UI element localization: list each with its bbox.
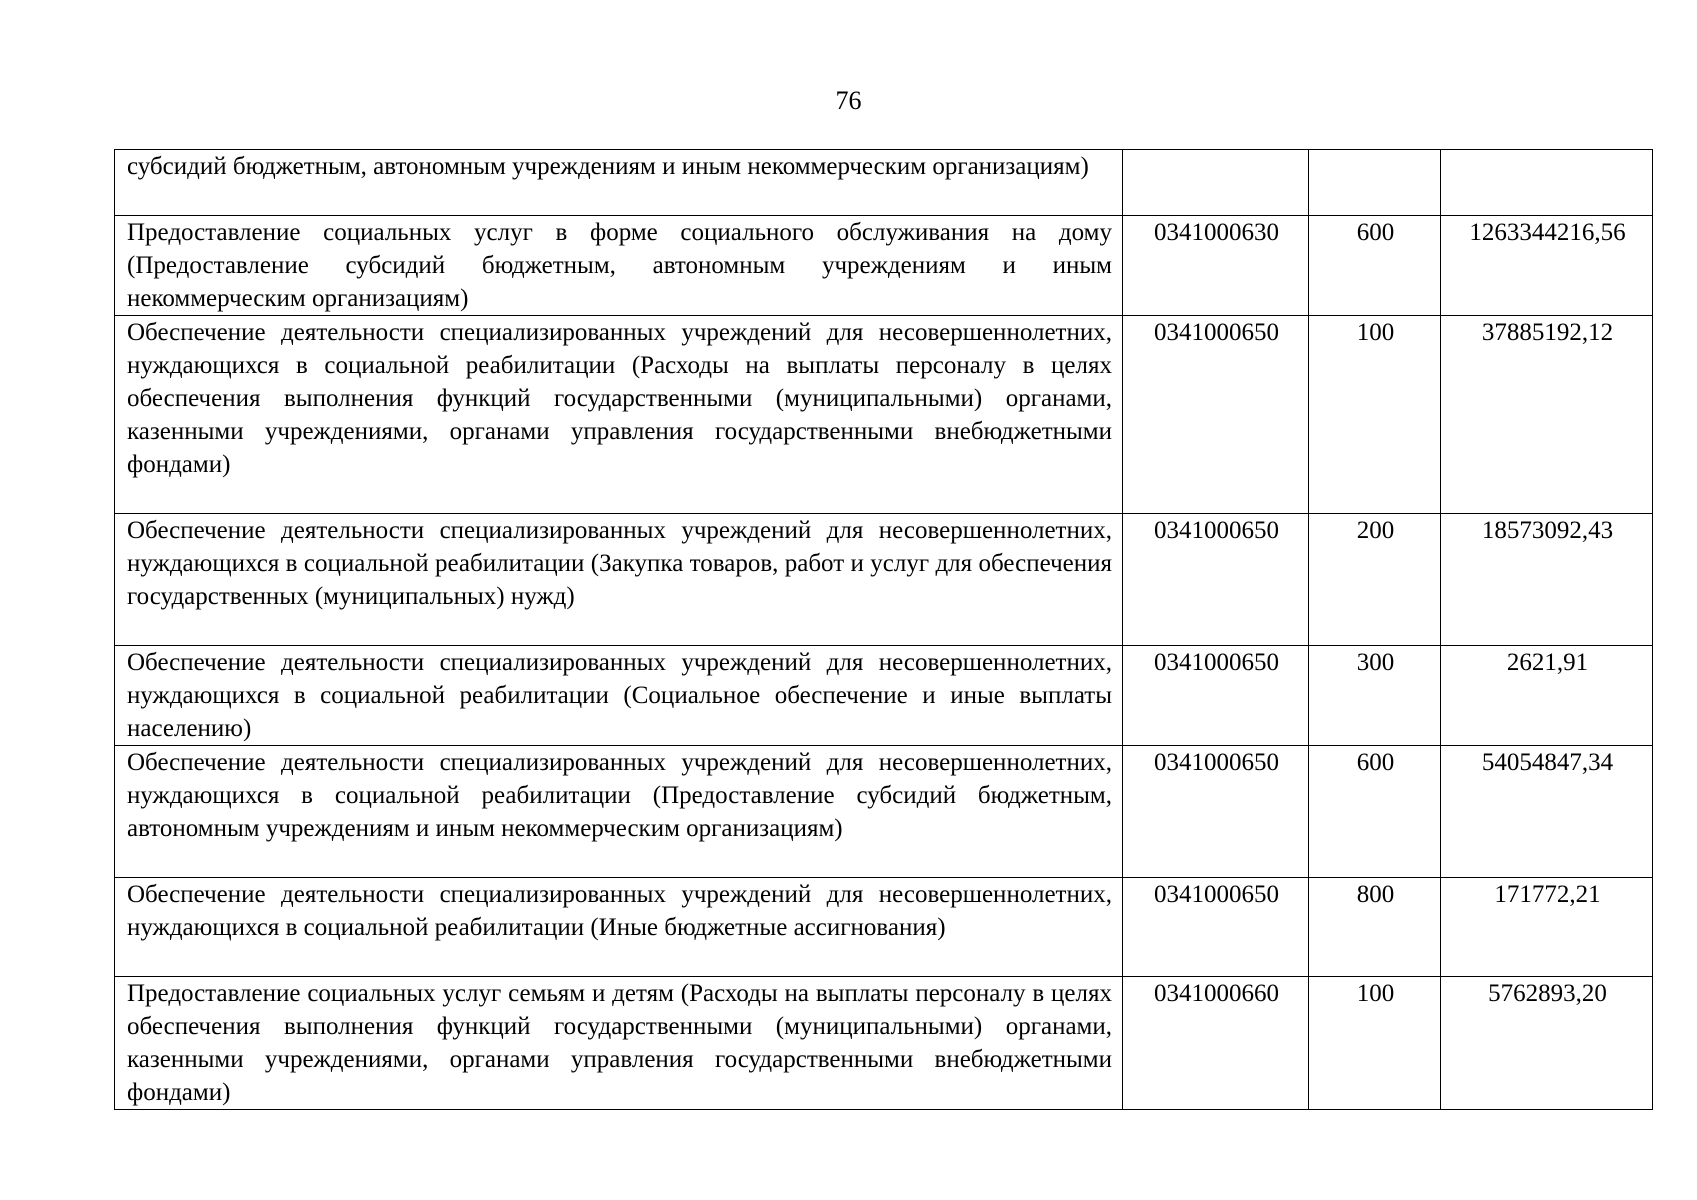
row-expense-type: 600	[1309, 216, 1441, 316]
row-description: Обеспечение деятельности специализированных учреждений для несовершеннолетних, нуждающихся в социальной реабилитации (Предоставление субсидий бюджетным, автономным учреждениям и иным некоммерческим организациям)	[115, 746, 1123, 878]
row-amount: 171772,21	[1441, 878, 1653, 977]
row-description: Обеспечение деятельности специализированных учреждений для несовершеннолетних, нуждающихся в социальной реабилитации (Закупка товаров, работ и услуг для обеспечения государственных (муниципальных) нужд)	[115, 514, 1123, 646]
table-row	[115, 977, 1653, 1110]
row-amount: 5762893,20	[1441, 977, 1653, 1110]
row-amount: 1263344216,56	[1441, 216, 1653, 316]
row-amount	[1441, 150, 1653, 216]
row-amount: 18573092,43	[1441, 514, 1653, 646]
row-description: Обеспечение деятельности специализированных учреждений для несовершеннолетних, нуждающихся в социальной реабилитации (Иные бюджетные ассигнования)	[115, 878, 1123, 977]
row-expense-type: 100	[1309, 316, 1441, 514]
budget-table	[114, 149, 1653, 1110]
table-row	[115, 646, 1653, 746]
row-code: 0341000650	[1123, 514, 1309, 646]
row-description: Обеспечение деятельности специализированных учреждений для несовершеннолетних, нуждающихся в социальной реабилитации (Расходы на выплаты персоналу в целях обеспечения выполнения функций государственными (муниципальными) органами, казенными учреждениями, органами управления государственными внебюджетными фондами)	[115, 316, 1123, 514]
row-description: субсидий бюджетным, автономным учреждениям и иным некоммерческим организациям)	[115, 150, 1123, 216]
row-code: 0341000650	[1123, 878, 1309, 977]
row-description: Предоставление социальных услуг в форме социального обслуживания на дому (Предоставление субсидий бюджетным, автономным учреждениям и иным некоммерческим организациям)	[115, 216, 1123, 316]
table-row	[115, 746, 1653, 878]
row-code: 0341000650	[1123, 746, 1309, 878]
row-expense-type: 100	[1309, 977, 1441, 1110]
table-row	[115, 150, 1653, 216]
row-code: 0341000630	[1123, 216, 1309, 316]
row-code: 0341000650	[1123, 646, 1309, 746]
row-amount: 37885192,12	[1441, 316, 1653, 514]
row-expense-type	[1309, 150, 1441, 216]
row-code	[1123, 150, 1309, 216]
row-expense-type: 800	[1309, 878, 1441, 977]
page-number: 76	[835, 86, 862, 115]
row-description: Предоставление социальных услуг семьям и детям (Расходы на выплаты персоналу в целях обеспечения выполнения функций государственными (муниципальными) органами, казенными учреждениями, органами управления государственными внебюджетными фондами)	[115, 977, 1123, 1110]
row-code: 0341000650	[1123, 316, 1309, 514]
row-description: Обеспечение деятельности специализированных учреждений для несовершеннолетних, нуждающихся в социальной реабилитации (Социальное обеспечение и иные выплаты населению)	[115, 646, 1123, 746]
row-code: 0341000660	[1123, 977, 1309, 1110]
table-row	[115, 514, 1653, 646]
row-amount: 54054847,34	[1441, 746, 1653, 878]
row-expense-type: 300	[1309, 646, 1441, 746]
row-expense-type: 600	[1309, 746, 1441, 878]
table-row	[115, 216, 1653, 316]
row-expense-type: 200	[1309, 514, 1441, 646]
table-row	[115, 316, 1653, 514]
table-row	[115, 878, 1653, 977]
row-amount: 2621,91	[1441, 646, 1653, 746]
